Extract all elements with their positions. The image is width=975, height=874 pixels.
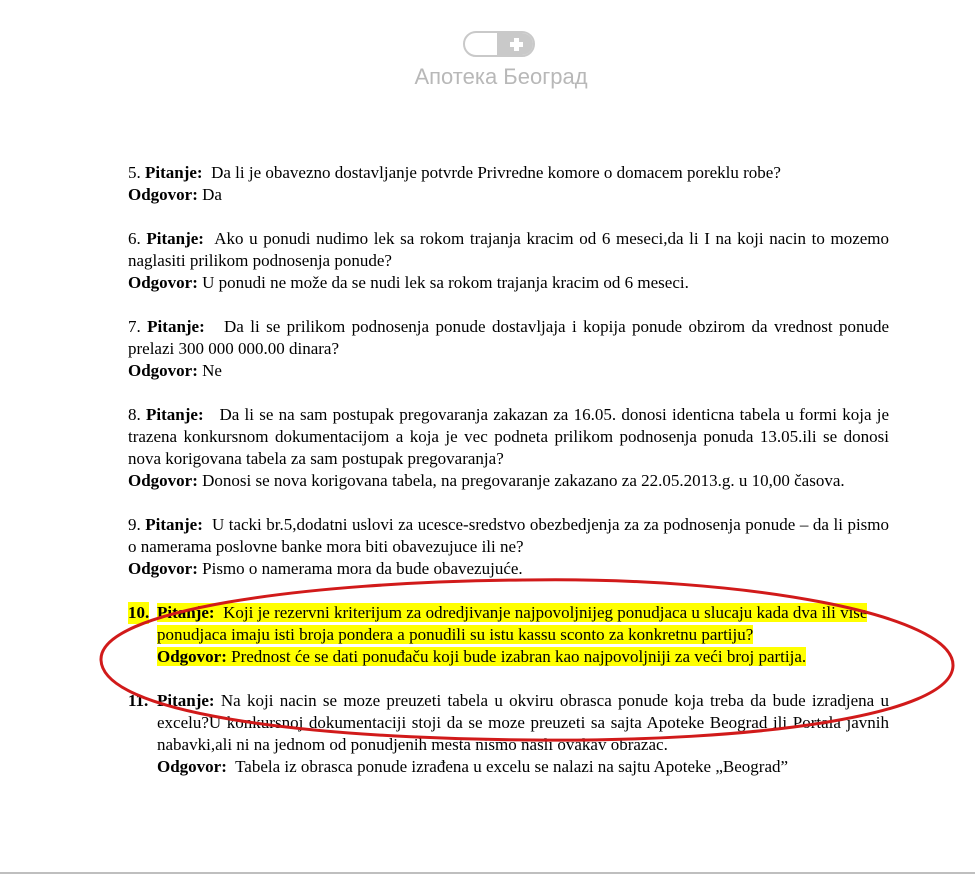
answer-label: Odgovor: — [128, 185, 198, 204]
qa-item-7 — [128, 316, 889, 382]
question: 7. Pitanje: Da li se prilikom podnosenja ponude dostavljaja i kopija ponude obzirom da vrednost ponude prelazi 300 000 000.00 dinara? — [128, 317, 890, 358]
question: 8. Pitanje: Da li se na sam postupak pregovaranja zakazan za 16.05. donosi identicna tabela u formi koja je trazena konkursnom dokumentacijom a koja je vec podneta prilikom podnosenja ponuda 13.05.ili se donosi nova korigovana tabela za sam postupak pregovaranja? — [128, 405, 890, 468]
answer-label: Odgovor: — [128, 471, 198, 490]
item-number: 10. — [128, 603, 150, 622]
answer — [128, 470, 889, 492]
answer-label: Odgovor: — [157, 647, 227, 666]
answer — [128, 272, 889, 294]
question-label: Pitanje: — [157, 691, 215, 710]
question: 6. Pitanje: Ako u ponudi nudimo lek sa rokom trajanja kracim od 6 meseci,da li I na koji nacin to mozemo naglasiti prilikom podnosenja ponude? — [128, 229, 890, 270]
answer-label: Odgovor: — [128, 273, 198, 292]
answer-label: Odgovor: — [128, 559, 198, 578]
qa-item-11 — [128, 690, 889, 778]
answer — [128, 360, 889, 382]
question-label: Pitanje: — [145, 163, 203, 182]
answer — [128, 184, 889, 206]
answer-text: U ponudi ne može da se nudi lek sa rokom trajanja kracim od 6 meseci. — [202, 273, 689, 292]
question-label: Pitanje: — [145, 515, 203, 534]
question-text: Koji je rezervni kriterijum za odredjivanje najpovoljnijeg ponudjaca u slucaju kada dva ili vise ponudjaca imaju isti broja pondera a ponudili su istu kassu sconto za konkretnu partiju? — [157, 603, 868, 644]
answer — [157, 756, 889, 778]
qa-item-8 — [128, 404, 889, 492]
question: 5. Pitanje: Da li je obavezno dostavljanje potvrde Privredne komore o domacem poreklu robe? — [128, 163, 781, 182]
question-text: Da li se na sam postupak pregovaranja zakazan za 16.05. donosi identicna tabela u formi koja je trazena konkursnom dokumentacijom a koja je vec podneta prilikom podnosenja ponuda 13.05.ili se donosi nova korigovana tabela za sam postupak pregovaranja? — [128, 405, 890, 468]
document-body — [128, 162, 889, 800]
answer — [128, 558, 889, 580]
item-number: 11. — [128, 691, 149, 710]
question — [157, 602, 889, 646]
question-label: Pitanje: — [157, 603, 215, 622]
answer-text: Pismo o namerama mora da bude obavezujuće. — [202, 559, 523, 578]
qa-item-10 — [128, 602, 889, 668]
qa-item-5 — [128, 162, 889, 206]
answer-text: Tabela iz obrasca ponude izrađena u excelu se nalazi na sajtu Apoteke „Beograd” — [235, 757, 789, 776]
answer-text: Da — [202, 185, 222, 204]
question — [157, 690, 889, 756]
question: 9. Pitanje: U tacki br.5,dodatni uslovi za ucesce-sredstvo obezbedjenja za za podnosenja ponude – da li pismo o namerama poslovne banke mora biti obavezujuce ili ne? — [128, 515, 890, 556]
question-label: Pitanje: — [147, 317, 205, 336]
qa-item-9 — [128, 514, 889, 580]
question-text: Da li se prilikom podnosenja ponude dostavljaja i kopija ponude obzirom da vrednost ponude prelazi 300 000 000.00 dinara? — [128, 317, 890, 358]
logo — [404, 29, 598, 97]
answer-text: Ne — [202, 361, 222, 380]
question-label: Pitanje: — [146, 229, 204, 248]
answer-label: Odgovor: — [157, 757, 227, 776]
question-label: Pitanje: — [146, 405, 204, 424]
question-text: Na koji nacin se moze preuzeti tabela u okviru obrasca ponude koja treba da bude izradjena u excelu?U konkursnoj dokumentaciji stoji da se moze preuzeti sa sajta Apoteke Beograd ili Portala javnih nabavki,ali ni na jednom od ponudjenih mesta nismo nasli ovakav obrazac. — [157, 691, 889, 754]
question-text: Ako u ponudi nudimo lek sa rokom trajanja kracim od 6 meseci,da li I na koji nacin to mozemo naglasiti prilikom podnosenja ponude? — [128, 229, 890, 270]
logo-text: Апотека Београд — [414, 64, 588, 89]
question-text: Da li je obavezno dostavljanje potvrde Privredne komore o domacem poreklu robe? — [211, 163, 781, 182]
answer-text: Donosi se nova korigovana tabela, na pregovaranje zakazano za 22.05.2013.g. u 10,00 časova. — [202, 471, 845, 490]
question-text: U tacki br.5,dodatni uslovi za ucesce-sredstvo obezbedjenja za za podnosenja ponude – da li pismo o namerama poslovne banke mora biti obavezujuce ili ne? — [128, 515, 890, 556]
answer-label: Odgovor: — [128, 361, 198, 380]
answer — [157, 646, 889, 668]
pill-cross-icon — [463, 31, 535, 57]
answer-text: Prednost će se dati ponuđaču koji bude izabran kao najpovoljniji za veći broj partija. — [231, 647, 807, 666]
qa-item-6 — [128, 228, 889, 294]
